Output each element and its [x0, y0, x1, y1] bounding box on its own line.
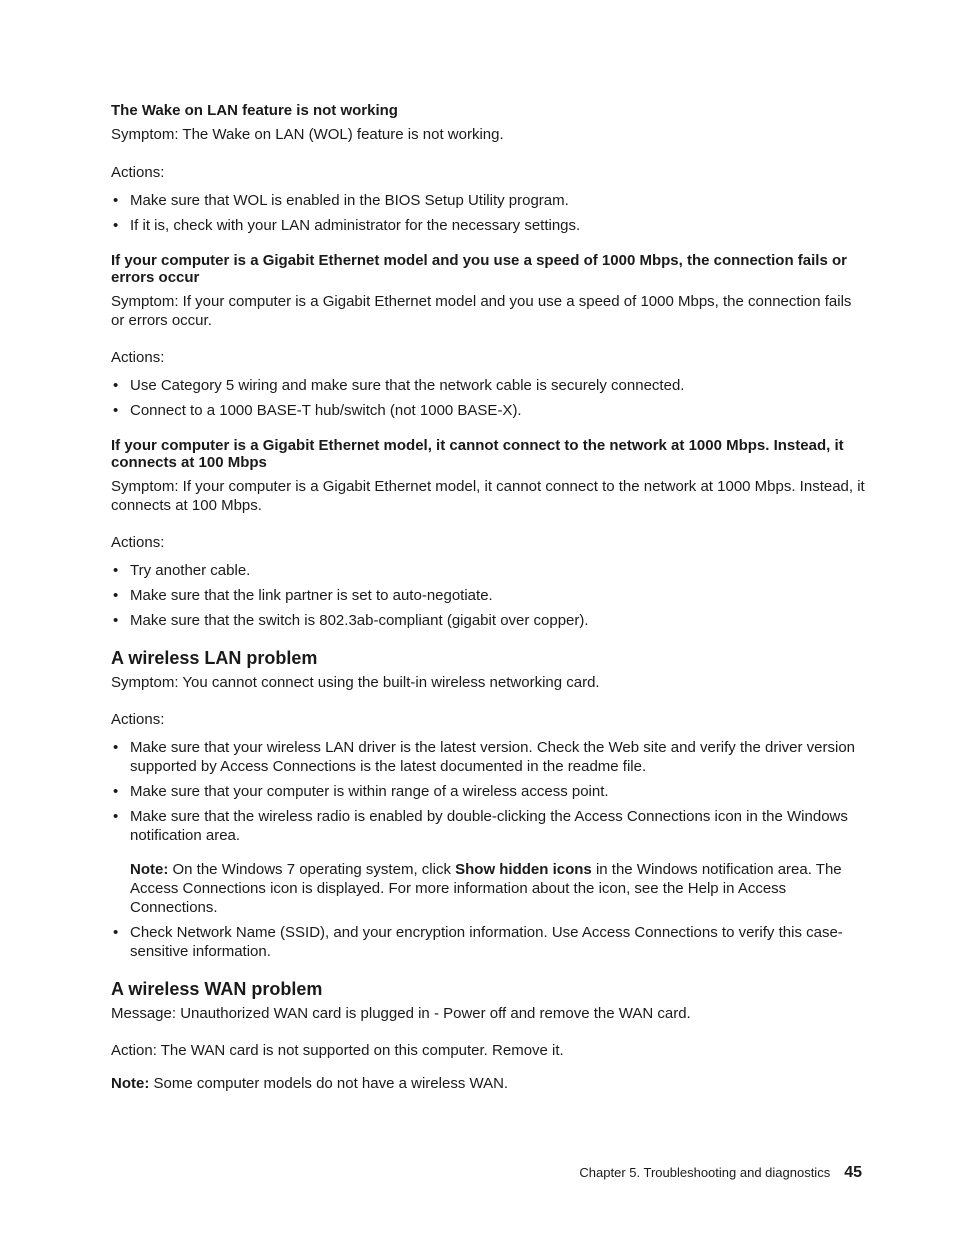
wol-heading: The Wake on LAN feature is not working — [111, 102, 398, 119]
wlan-action-list — [111, 738, 866, 961]
wlan-note — [130, 860, 866, 917]
list-item: • Try another cable. — [111, 561, 866, 580]
wol-symptom: Symptom: The Wake on LAN (WOL) feature is not working. — [111, 126, 504, 143]
wol-action-list — [111, 191, 866, 235]
list-item: • Make sure that your computer is within range of a wireless access point. — [111, 782, 866, 801]
wwan-message: Message: Unauthorized WAN card is plugged in - Power off and remove the WAN card. — [111, 1005, 691, 1022]
gigabit-100-action-list — [111, 561, 866, 630]
note-text: Some computer models do not have a wireless WAN. — [149, 1075, 509, 1092]
gigabit-100-heading: If your computer is a Gigabit Ethernet model, it cannot connect to the network at 1000 Mbps. Instead, it connects at 100 Mbps — [111, 437, 844, 471]
note-text-after: in the Windows notification area. The Access Connections icon is displayed. For more information about the icon, see the Help in Access Connections. — [130, 861, 842, 916]
wlan-heading: A wireless LAN problem — [111, 648, 318, 668]
gigabit-100-symptom: Symptom: If your computer is a Gigabit Ethernet model, it cannot connect to the network at 1000 Mbps. Instead, it connects at 100 Mbps. — [111, 478, 865, 514]
wlan-symptom: Symptom: You cannot connect using the built-in wireless networking card. — [111, 674, 600, 691]
list-item-with-note — [111, 807, 866, 917]
chapter-title: Chapter 5. Troubleshooting and diagnostics — [579, 1165, 831, 1180]
note-label: Note: — [130, 861, 169, 878]
gigabit-100-actions-label: Actions: — [111, 534, 165, 551]
page-footer — [0, 1163, 862, 1183]
list-item: • Check Network Name (SSID), and your encryption information. Use Access Connections to verify this case-sensitive information. — [111, 923, 866, 961]
list-item: • Make sure that the switch is 802.3ab-compliant (gigabit over copper). — [111, 611, 866, 630]
list-item: • Make sure that the link partner is set to auto-negotiate. — [111, 586, 866, 605]
list-item: • Connect to a 1000 BASE-T hub/switch (not 1000 BASE-X). — [111, 401, 866, 420]
gigabit-errors-action-list — [111, 376, 866, 420]
list-item: • Make sure that your wireless LAN driver is the latest version. Check the Web site and verify the driver version supported by Access Connections is the latest documented in the readme file. — [111, 738, 866, 776]
gigabit-errors-heading: If your computer is a Gigabit Ethernet model and you use a speed of 1000 Mbps, the connection fails or errors occur — [111, 252, 847, 286]
page-content — [111, 102, 866, 1093]
list-item-text: Make sure that the wireless radio is enabled by double-clicking the Access Connections icon in the Windows notification area. — [130, 808, 848, 844]
wwan-heading: A wireless WAN problem — [111, 979, 323, 999]
list-item: • Use Category 5 wiring and make sure that the network cable is securely connected. — [111, 376, 866, 395]
list-item: • If it is, check with your LAN administrator for the necessary settings. — [111, 216, 866, 235]
gigabit-errors-actions-label: Actions: — [111, 349, 165, 366]
show-hidden-icons-label: Show hidden icons — [455, 861, 592, 878]
wlan-actions-label: Actions: — [111, 711, 165, 728]
gigabit-errors-symptom: Symptom: If your computer is a Gigabit Ethernet model and you use a speed of 1000 Mbps, the connection fails or errors occur. — [111, 293, 852, 329]
note-label: Note: — [111, 1075, 150, 1092]
wwan-note — [111, 1074, 866, 1093]
note-text-before: On the Windows 7 operating system, click — [168, 861, 456, 878]
list-item: • Make sure that WOL is enabled in the BIOS Setup Utility program. — [111, 191, 866, 210]
wol-actions-label: Actions: — [111, 164, 165, 181]
wwan-action: Action: The WAN card is not supported on this computer. Remove it. — [111, 1042, 564, 1059]
page-number: 45 — [844, 1164, 862, 1181]
